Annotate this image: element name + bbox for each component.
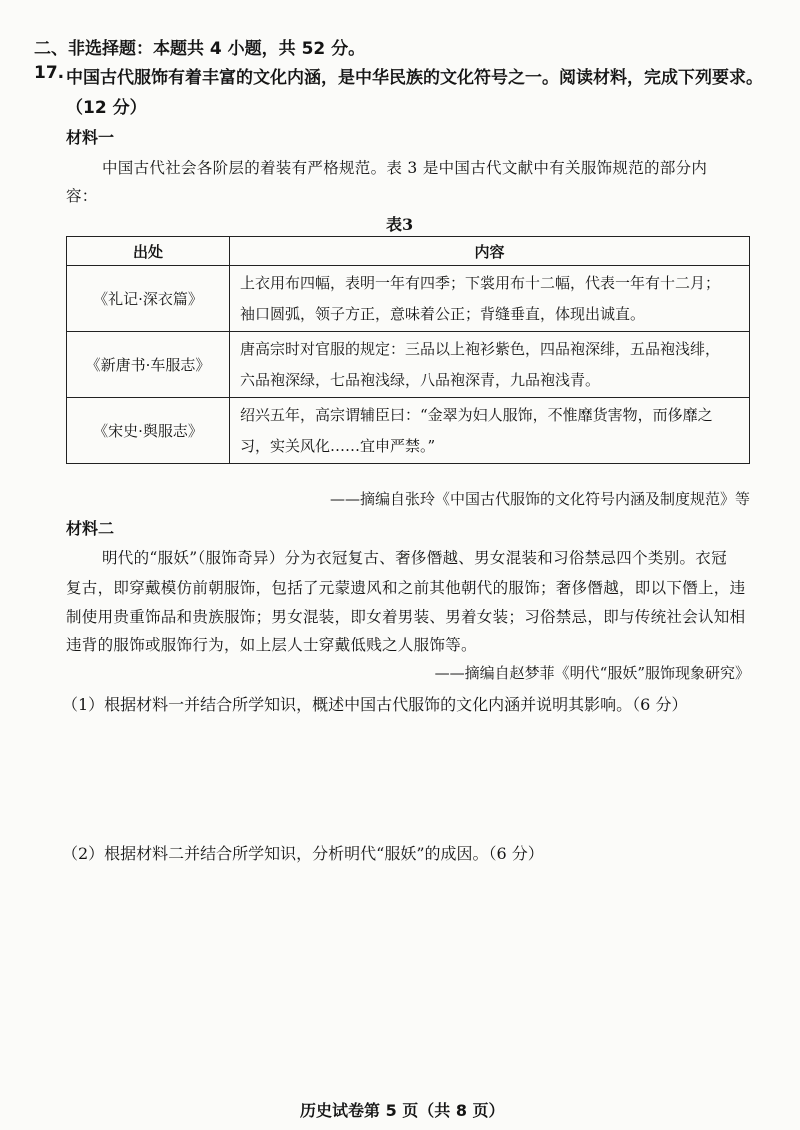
row-content-line: 唐高宗时对官服的规定：三品以上袍衫紫色，四品袍深绯，五品袍浅绯， — [240, 339, 721, 358]
table-row — [67, 398, 750, 464]
section-header: 二、非选择题：本题共 4 小题，共 52 分。 — [34, 39, 366, 59]
table-row — [67, 266, 750, 332]
row-content-line: 绍兴五年，高宗谓辅臣曰：“金翠为妇人服饰，不惟靡货害物，而侈靡之 — [240, 405, 713, 424]
row-content-line: 习，实关风化……宜申严禁。” — [240, 436, 436, 455]
table-title: 表3 — [386, 215, 414, 234]
row-source: 《宋史·舆服志》 — [67, 398, 230, 464]
sub-question-2: （2）根据材料二并结合所学知识，分析明代“服妖”的成因。（6 分） — [62, 844, 544, 863]
question-text: 中国古代服饰有着丰富的文化内涵，是中华民族的文化符号之一。阅读材料，完成下列要求。 — [66, 68, 763, 88]
material1-intro-line1: 中国古代社会各阶层的着装有严格规范。表 3 是中国古代文献中有关服饰规范的部分内 — [102, 159, 708, 177]
row-source: 《礼记·深衣篇》 — [67, 266, 230, 332]
clothing-norms-table — [66, 236, 750, 464]
material2-label: 材料二 — [66, 519, 115, 538]
row-source: 《新唐书·车服志》 — [67, 332, 230, 398]
table-row — [67, 332, 750, 398]
material2-citation: ——摘编自赵梦菲《明代“服妖”服饰现象研究》 — [434, 664, 750, 682]
row-content — [230, 266, 750, 332]
row-content-line: 上衣用布四幅，表明一年有四季；下裳用布十二幅，代表一年有十二月； — [240, 273, 721, 292]
material2-line: 违背的服饰或服饰行为，如上层人士穿戴低贱之人服饰等。 — [66, 636, 477, 654]
table-header-row — [67, 237, 750, 266]
question-number: 17. — [34, 63, 65, 83]
row-content-line: 六品袍深绿，七品袍浅绿，八品袍深青，九品袍浅青。 — [240, 370, 601, 389]
header-content: 内容 — [230, 237, 750, 266]
material1-citation: ——摘编自张玲《中国古代服饰的文化符号内涵及制度规范》等 — [329, 490, 750, 508]
material1-label: 材料一 — [66, 128, 115, 147]
row-content — [230, 332, 750, 398]
header-source: 出处 — [67, 237, 230, 266]
material2-line: 复古，即穿戴模仿前朝服饰，包括了元蒙遗风和之前其他朝代的服饰；奢侈僭越，即以下僭上，违 — [66, 579, 746, 597]
row-content-line: 袖口圆弧，领子方正，意味着公正；背缝垂直，体现出诚直。 — [240, 304, 646, 323]
sub-question-1: （1）根据材料一并结合所学知识，概述中国古代服饰的文化内涵并说明其影响。（6 分） — [62, 695, 688, 714]
page-footer: 历史试卷第 5 页（共 8 页） — [300, 1101, 505, 1120]
material2-line: 制使用贵重饰品和贵族服饰；男女混装，即女着男装、男着女装；习俗禁忌，即与传统社会认知相 — [66, 608, 746, 626]
row-content — [230, 398, 750, 464]
material2-line: 明代的“服妖”（服饰奇异）分为衣冠复古、奢侈僭越、男女混装和习俗禁忌四个类别。衣冠 — [102, 549, 727, 567]
material1-intro-line2: 容： — [66, 187, 98, 205]
question-score: （12 分） — [66, 98, 147, 118]
